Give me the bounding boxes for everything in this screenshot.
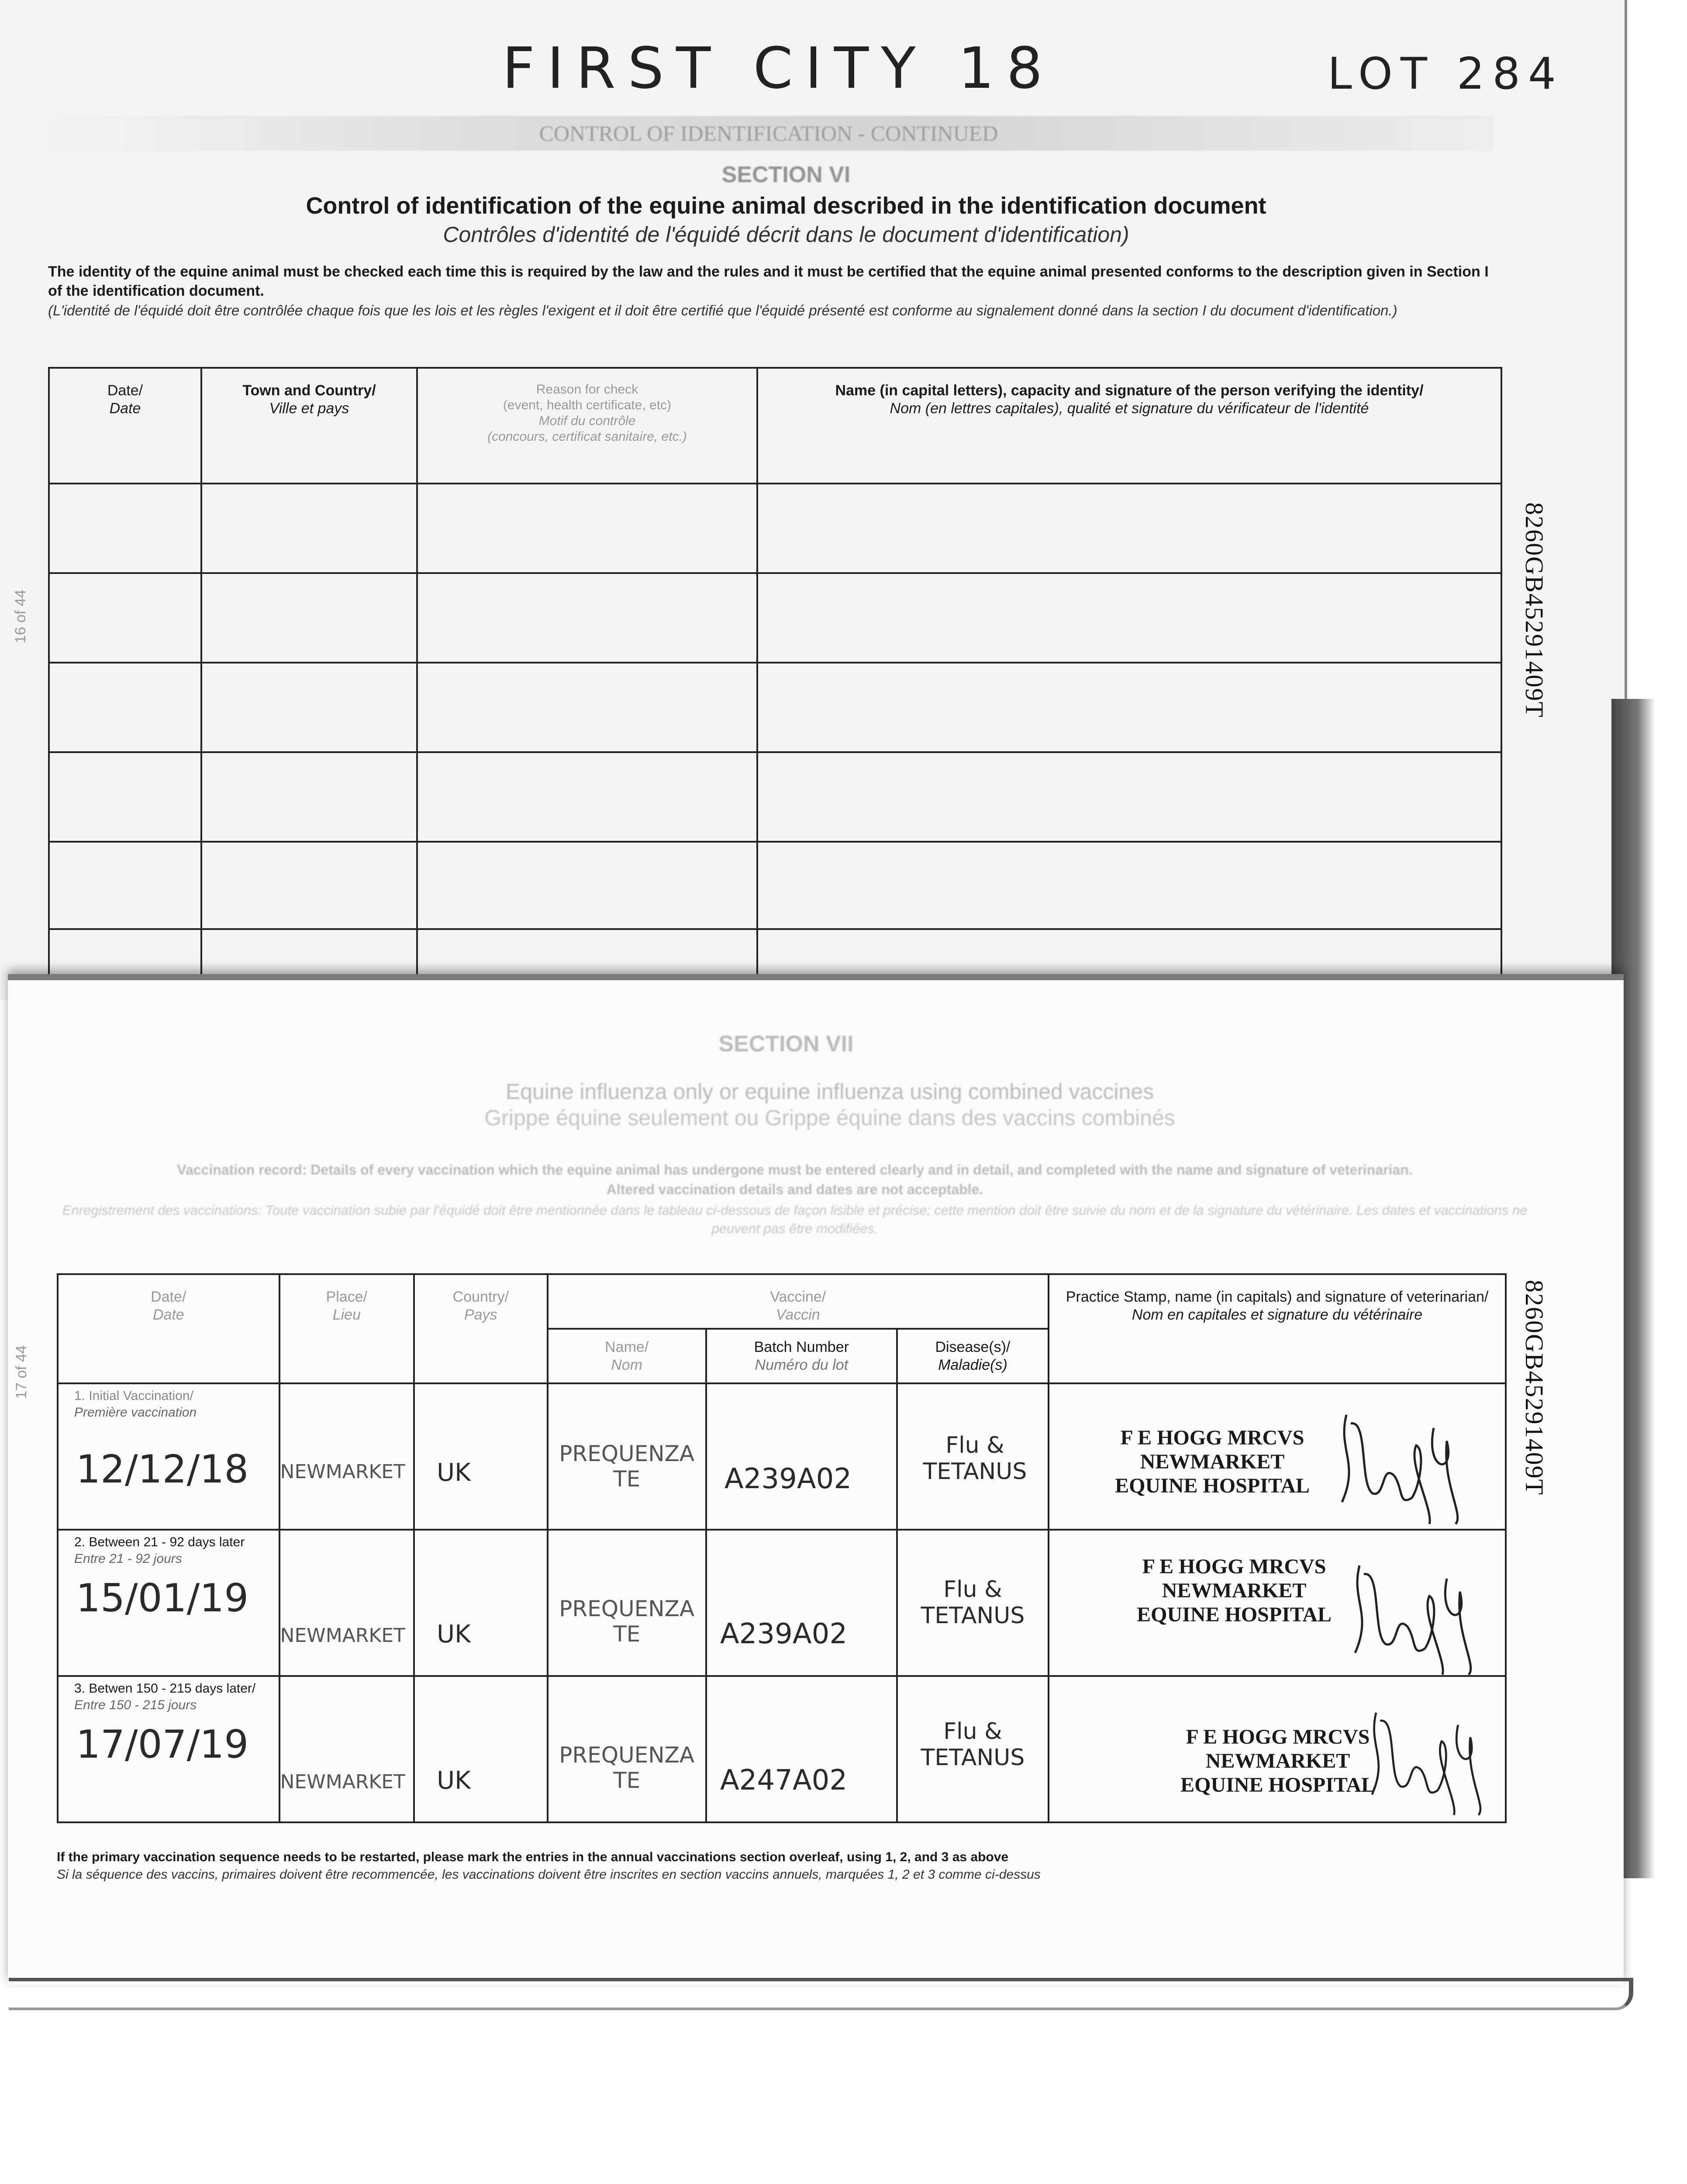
table-row — [49, 752, 1501, 842]
table-row — [49, 484, 1501, 573]
vaccination-record-table — [57, 1273, 1507, 1823]
page-number-17: 17 of 44 — [13, 1345, 30, 1399]
vet-stamp: F E HOGG MRCVS NEWMARKET EQUINE HOSPITAL — [1180, 1725, 1375, 1797]
vet-signature — [1346, 1548, 1486, 1679]
section-vi-banner: CONTROL OF IDENTIFICATION - CONTINUED — [44, 116, 1494, 151]
identification-check-table — [48, 367, 1502, 987]
section-vii-intro-fr: Enregistrement des vaccinations: Toute vaccination subie par l'équidé doit être mentionnée dans le tableau ci-dessous de façon lisible et précise; cette mention doit être suivie du nom et de la signature du vétérinaire. Les dates et vaccinations ne peuvent pas être modifiées. — [62, 1203, 1528, 1236]
section-vi-title-fr: Contrôles d'identité de l'équidé décrit dans le document d'identification) — [443, 222, 1129, 247]
col-reason: Reason for check (event, health certificate, etc) Motif du contrôle (concours, certificat sanitaire, etc.) — [417, 368, 757, 484]
col-date: Date/ Date — [49, 368, 201, 484]
col-batch-number: Batch Number Numéro du lot — [706, 1329, 897, 1383]
section-vii-intro-en: Vaccination record: Details of every vaccination which the equine animal has undergone must be entered clearly and in detail, and completed with the name and signature of veterinarian. — [177, 1162, 1413, 1178]
vet-stamp: F E HOGG MRCVS NEWMARKET EQUINE HOSPITAL — [1115, 1426, 1310, 1498]
col-town-country: Town and Country/ Ville et pays — [201, 368, 417, 484]
section-vi-title: Control of identification of the equine animal described in the identification document — [306, 193, 1266, 219]
page-number-16: 16 of 44 — [12, 590, 29, 643]
section-vii-title: Equine influenza only or equine influenza using combined vaccines — [505, 1079, 1154, 1104]
row-2-date-cell[interactable]: 2. Between 21 - 92 days later Entre 21 - 92 jours 15/01/19 — [58, 1530, 279, 1676]
vet-signature — [1333, 1397, 1473, 1528]
vet-stamp: F E HOGG MRCVS NEWMARKET EQUINE HOSPITAL — [1137, 1555, 1332, 1627]
page-bottom-edge — [9, 1978, 1633, 2010]
row-3-practice-stamp[interactable] — [1049, 1676, 1506, 1822]
table-row: 2. Between 21 - 92 days later Entre 21 - 92 jours 15/01/19 NEWMARKET UK PREQUENZA TE A239A02 Flu & TETANUS F E HOGG MRCVS NEWMARKET EQUINE HOSPITAL — [58, 1530, 1506, 1676]
handwritten-horse-name: FIRST CITY 18 — [502, 35, 1055, 101]
row-1-practice-stamp[interactable] — [1049, 1383, 1506, 1530]
table-row — [49, 842, 1501, 929]
footnote-fr: Si la séquence des vaccins, primaires doivent être recommencée, les vaccinations doivent être inscrites en section vaccins annuels, marquées 1, 2 et 3 comme ci-dessus — [57, 1867, 1041, 1882]
col-practice-stamp: Practice Stamp, name (in capitals) and signature of veterinarian/ Nom en capitales et signature du vétérinaire — [1049, 1274, 1506, 1383]
col-vaccine: Vaccine/ Vaccin — [548, 1274, 1049, 1329]
table-row: 3. Betwen 150 - 215 days later/ Entre 150 - 215 jours 17/07/19 NEWMARKET UK PREQUENZA TE A247A02 Flu & TETANUS F E HOGG MRCVS NEWMARKET EQUINE HOSPITAL — [58, 1676, 1506, 1822]
col-disease: Disease(s)/ Maladie(s) — [897, 1329, 1049, 1383]
col-date: Date/ Date — [58, 1274, 279, 1383]
section-vii-intro-en2: Altered vaccination details and dates are not acceptable. — [606, 1182, 983, 1197]
col-country: Country/ Pays — [414, 1274, 547, 1383]
row-3-date-cell[interactable]: 3. Betwen 150 - 215 days later/ Entre 150 - 215 jours 17/07/19 — [58, 1676, 279, 1822]
row-1-date-cell[interactable]: 1. Initial Vaccination/ Première vaccination 12/12/18 — [58, 1383, 279, 1530]
section-vii-title-fr: Grippe équine seulement ou Grippe équine dans des vaccins combinés — [484, 1106, 1175, 1130]
ueln-lower: 8260GB45291409T — [1520, 1280, 1549, 1496]
col-place: Place/ Lieu — [279, 1274, 414, 1383]
col-verifier: Name (in capital letters), capacity and signature of the person verifying the identity/ Nom (en lettres capitales), qualité et signature du vérificateur de l'identité — [757, 368, 1501, 484]
table-row — [49, 663, 1501, 752]
section-vii-label: SECTION VII — [718, 1031, 854, 1057]
table-row: 1. Initial Vaccination/ Première vaccination 12/12/18 NEWMARKET UK PREQUENZA TE A239A02 Flu & TETANUS F E HOGG MRCVS NEWMARKET EQUINE HOSPITAL — [58, 1383, 1506, 1530]
row-2-practice-stamp[interactable] — [1049, 1530, 1506, 1676]
section-vi-intro-en: The identity of the equine animal must be checked each time this is required by the law and the rules and it must be certified that the equine animal presented conforms to the description given in Section I of the identification document. — [48, 263, 1489, 300]
footnote-en: If the primary vaccination sequence needs to be restarted, please mark the entries in the annual vaccinations section overleaf, using 1, 2, and 3 as above — [57, 1850, 1009, 1864]
section-vi-label: SECTION VI — [721, 162, 851, 187]
vet-signature — [1364, 1694, 1495, 1821]
ueln-upper: 8260GB45291409T — [1520, 502, 1549, 718]
section-vi-intro-fr: (L'identité de l'équidé doit être contrôlée chaque fois que les lois et les règles l'exigent et il doit être certifié que l'équidé présenté est conforme au signalement donné dans la section I du document d'identification.) — [48, 302, 1397, 318]
col-vaccine-name: Name/ Nom — [548, 1329, 706, 1383]
handwritten-lot-number: LOT 284 — [1328, 48, 1564, 99]
table-row — [49, 573, 1501, 663]
